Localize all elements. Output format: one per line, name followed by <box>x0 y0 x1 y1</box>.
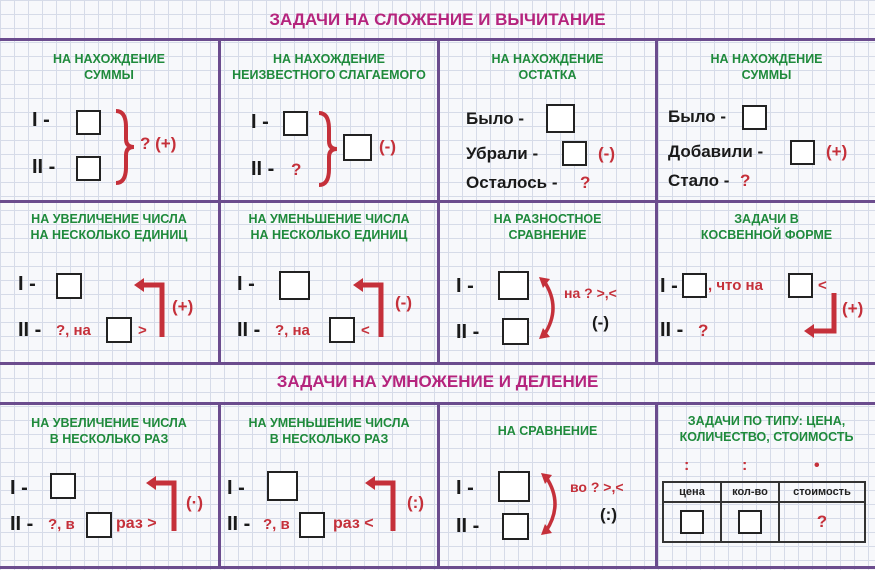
operation-label: (+) <box>172 297 194 316</box>
value-box <box>76 156 101 181</box>
value-box <box>56 273 82 299</box>
value-box <box>86 512 112 538</box>
table-header-row <box>663 482 865 502</box>
line-label: II - <box>251 158 275 180</box>
value-box <box>76 110 101 135</box>
question-label: , что на <box>708 277 763 294</box>
table-cell <box>779 502 865 542</box>
value-box <box>680 510 704 534</box>
table-cell <box>663 502 721 542</box>
card-heading: НА УВЕЛИЧЕНИЕ ЧИСЛА <box>31 416 187 430</box>
line-label: II - <box>660 319 684 341</box>
arrow-icon <box>353 277 393 349</box>
line-label: I - <box>32 109 50 131</box>
card-heading: НА НАХОЖДЕНИЕ <box>52 52 166 66</box>
card-heading: ЗАДАЧИ ПО ТИПУ: ЦЕНА, <box>687 414 846 428</box>
unknown-mark: ?, в <box>48 516 75 533</box>
line-label: II - <box>456 321 480 343</box>
card-heading: НА НАХОЖДЕНИЕ <box>272 52 386 66</box>
value-box <box>267 471 298 501</box>
unknown-mark: ? <box>816 512 828 531</box>
value-box <box>106 317 132 343</box>
value-box <box>502 513 529 540</box>
card-heading: НА УВЕЛИЧЕНИЕ ЧИСЛА <box>31 212 187 226</box>
line-label: II - <box>10 513 34 535</box>
card-remainder <box>440 41 655 200</box>
table-row <box>663 502 865 542</box>
card-increase-times <box>0 405 218 566</box>
card-heading: ОСТАТКА <box>518 68 577 82</box>
value-box <box>502 318 529 345</box>
line-label: Было - <box>668 107 727 126</box>
column-header: кол-во <box>721 482 779 502</box>
line-label: I - <box>456 275 474 297</box>
value-box <box>546 104 575 133</box>
card-heading: НА РАЗНОСТНОЕ <box>493 212 602 226</box>
line-label: Убрали - <box>466 144 539 163</box>
card-increase-by <box>0 203 218 362</box>
card-heading: НА НАХОЖДЕНИЕ <box>491 52 604 66</box>
card-heading: В НЕСКОЛЬКО РАЗ <box>49 432 169 446</box>
unknown-mark: ? <box>740 171 751 190</box>
unknown-mark: ? <box>291 160 302 179</box>
line-label: Стало - <box>668 171 730 190</box>
section-title-addition: ЗАДАЧИ НА СЛОЖЕНИЕ И ВЫЧИТАНИЕ <box>269 10 606 29</box>
operation-label: (:) <box>600 505 617 524</box>
line-label: I - <box>456 477 474 499</box>
compare-sign: < <box>361 322 370 339</box>
compare-sign: < <box>818 277 827 294</box>
value-box <box>498 471 530 502</box>
operation-sign: • <box>814 457 820 474</box>
operation-sign: : <box>742 457 748 474</box>
double-arrow-icon <box>538 469 568 539</box>
line-label: Осталось - <box>466 173 558 192</box>
value-box <box>738 510 762 534</box>
line-label: II - <box>227 513 251 535</box>
price-table <box>662 481 866 543</box>
line-label: II - <box>237 319 261 341</box>
card-difference-compare <box>440 203 655 362</box>
arrow-icon <box>365 475 405 541</box>
arrow-icon <box>146 475 186 541</box>
value-box <box>742 105 767 130</box>
brace-icon <box>112 109 138 185</box>
card-heading: НА НАХОЖДЕНИЕ <box>710 52 823 66</box>
value-box <box>299 512 325 538</box>
column-header: цена <box>663 482 721 502</box>
card-price-quantity-cost <box>658 405 875 566</box>
card-heading: СУММЫ <box>741 68 792 82</box>
table-cell <box>721 502 779 542</box>
value-box <box>283 111 308 136</box>
unknown-mark: ?, на <box>275 322 310 339</box>
operation-label: (-) <box>592 313 609 332</box>
question-label: во ? >,< <box>570 479 624 495</box>
value-box <box>343 134 372 161</box>
unknown-mark: ?, в <box>263 516 290 533</box>
card-unknown-addend <box>221 41 437 200</box>
operation-label: (·) <box>186 493 203 512</box>
card-heading: НЕИЗВЕСТНОГО СЛАГАЕМОГО <box>232 68 426 82</box>
line-label: I - <box>10 477 28 499</box>
value-box <box>329 317 355 343</box>
section-title-multiplication: ЗАДАЧИ НА УМНОЖЕНИЕ И ДЕЛЕНИЕ <box>276 372 599 391</box>
line-label: I - <box>227 477 245 499</box>
operation-label: ? (+) <box>140 134 177 153</box>
card-heading: НА НЕСКОЛЬКО ЕДИНИЦ <box>30 228 188 242</box>
card-heading: НА НЕСКОЛЬКО ЕДИНИЦ <box>250 228 408 242</box>
operation-sign: : <box>684 457 690 474</box>
brace-icon <box>315 111 341 187</box>
card-heading: КОЛИЧЕСТВО, СТОИМОСТЬ <box>679 430 854 444</box>
value-box <box>50 473 76 499</box>
operation-label: (-) <box>395 293 412 312</box>
value-box <box>498 271 529 300</box>
unknown-mark: ?, на <box>56 322 91 339</box>
compare-sign: > <box>138 322 147 339</box>
card-sum <box>0 41 218 200</box>
times-label: раз > <box>116 515 157 532</box>
operation-label: (-) <box>379 137 396 156</box>
card-multiple-compare <box>440 405 655 566</box>
value-box <box>562 141 587 166</box>
line-label: II - <box>456 515 480 537</box>
times-label: раз < <box>333 515 374 532</box>
card-heading: НА УМЕНЬШЕНИЕ ЧИСЛА <box>248 416 410 430</box>
unknown-mark: ? <box>580 173 591 192</box>
card-heading: НА СРАВНЕНИЕ <box>497 424 598 438</box>
line-label: I - <box>251 111 269 133</box>
line-label: I - <box>237 273 255 295</box>
card-heading: НА УМЕНЬШЕНИЕ ЧИСЛА <box>248 212 410 226</box>
column-header: стоимость <box>779 482 865 502</box>
card-decrease-by <box>221 203 437 362</box>
value-box <box>790 140 815 165</box>
line-label: II - <box>18 319 42 341</box>
line-label: II - <box>32 156 56 178</box>
line-label: Было - <box>466 109 525 128</box>
line-label: I - <box>660 275 678 297</box>
double-arrow-icon <box>536 273 566 343</box>
line-label: I - <box>18 273 36 295</box>
card-heading: КОСВЕННОЙ ФОРМЕ <box>700 228 833 242</box>
card-sum-2 <box>658 41 875 200</box>
operation-label: (-) <box>598 144 615 163</box>
card-decrease-times <box>221 405 437 566</box>
value-box <box>279 271 310 300</box>
question-label: на ? >,< <box>564 285 617 301</box>
operation-label: (+) <box>842 299 864 318</box>
card-heading: В НЕСКОЛЬКО РАЗ <box>269 432 389 446</box>
operation-label: (:) <box>407 493 424 512</box>
operation-label: (+) <box>826 142 848 161</box>
card-heading: СУММЫ <box>84 68 134 82</box>
unknown-mark: ? <box>698 321 709 340</box>
value-box <box>682 273 707 298</box>
card-indirect-form <box>658 203 875 362</box>
arrow-icon <box>134 277 174 349</box>
line-label: Добавили - <box>668 142 764 161</box>
card-heading: СРАВНЕНИЕ <box>508 228 587 242</box>
card-heading: ЗАДАЧИ В <box>734 212 799 226</box>
arrow-icon <box>804 293 840 343</box>
